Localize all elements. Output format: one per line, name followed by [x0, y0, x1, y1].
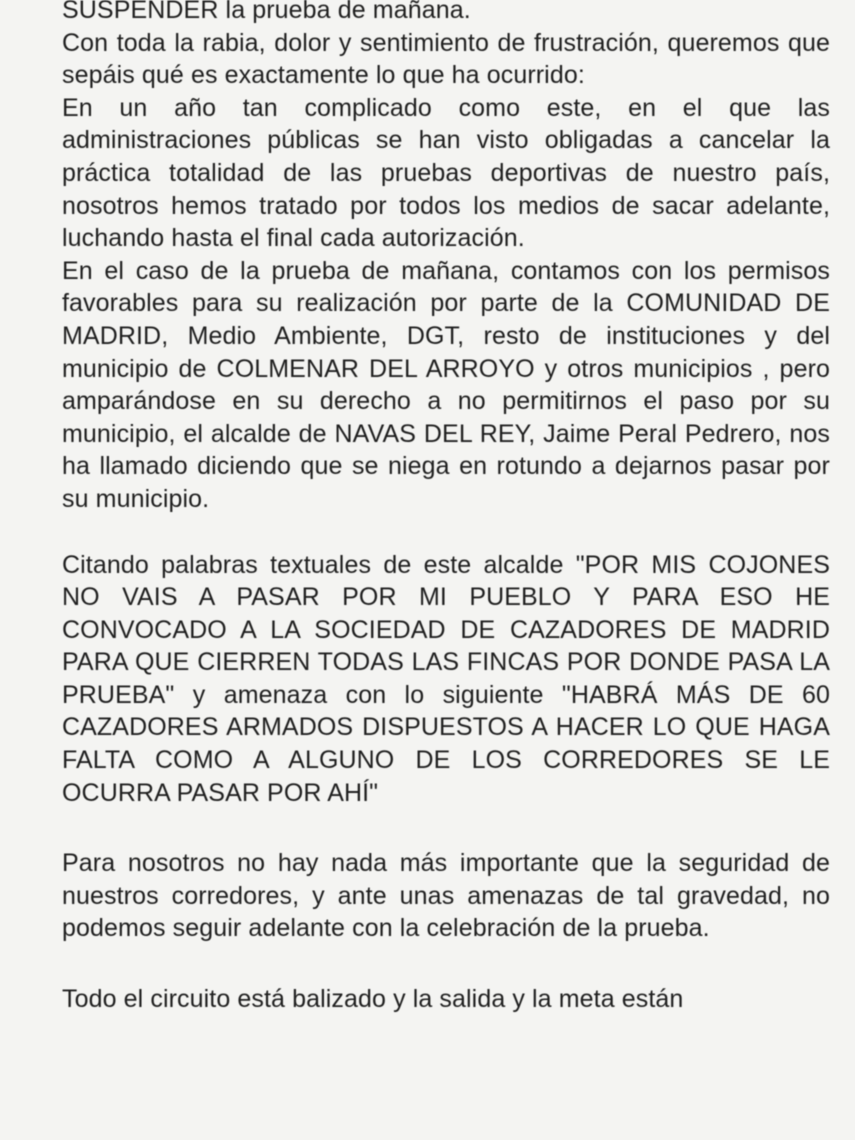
paragraph-spacer [62, 809, 830, 847]
paragraph-circuit-partial: Todo el circuito está balizado y la salida y la meta están [62, 985, 684, 1014]
paragraph-frustration: Con toda la rabia, dolor y sentimiento de frustración, queremos que sepáis qué es exactamente lo que ha ocurrido: [62, 28, 830, 90]
opening-line: SUSPENDER la prueba de mañana. [62, 0, 471, 24]
paragraph-permits: En el caso de la prueba de mañana, contamos con los permisos favorables para su realización por parte de la COMUNIDAD DE MADRID, Medio Ambiente, DGT, resto de instituciones y del municipio de COLMENAR DEL ARROYO y otros municipios , pero amparándose en su derecho a no permitirnos el paso por su municipio, el alcalde de NAVAS DEL REY, Jaime Peral Pedrero, nos ha llamado diciendo que se niega en rotundo a dejarnos pasar por su municipio. [62, 256, 830, 513]
paragraph-difficult-year: En un año tan complicado como este, en el que las administraciones públicas se han visto obligadas a cancelar la práctica totalidad de las pruebas deportivas de nuestro país, nosotros hemos tratado por todos los medios de sacar adelante, luchando hasta el final cada autorización. [62, 93, 830, 253]
paragraph-spacer [62, 945, 830, 983]
paragraph-spacer [62, 516, 830, 549]
paragraph-safety: Para nosotros no hay nada más importante que la seguridad de nuestros corredores, y ante unas amenazas de tal gravedad, no podemos seguir adelante con la celebración de la prueba. [62, 849, 830, 943]
paragraph-mayor-quote: Citando palabras textuales de este alcalde "POR MIS COJONES NO VAIS A PASAR POR MI PUEBLO Y PARA ESO HE CONVOCADO A LA SOCIEDAD DE CAZADORES DE MADRID PARA QUE CIERREN TODAS LAS FINCAS POR DONDE PASA LA PRUEBA" y amenaza con lo siguiente "HABRÁ MÁS DE 60 CAZADORES ARMADOS DISPUESTOS A HACER LO QUE HAGA FALTA COMO A ALGUNO DE LOS CORREDORES SE LE OCURRA PASAR POR AHÍ" [62, 550, 830, 807]
document-body [62, 0, 830, 1016]
